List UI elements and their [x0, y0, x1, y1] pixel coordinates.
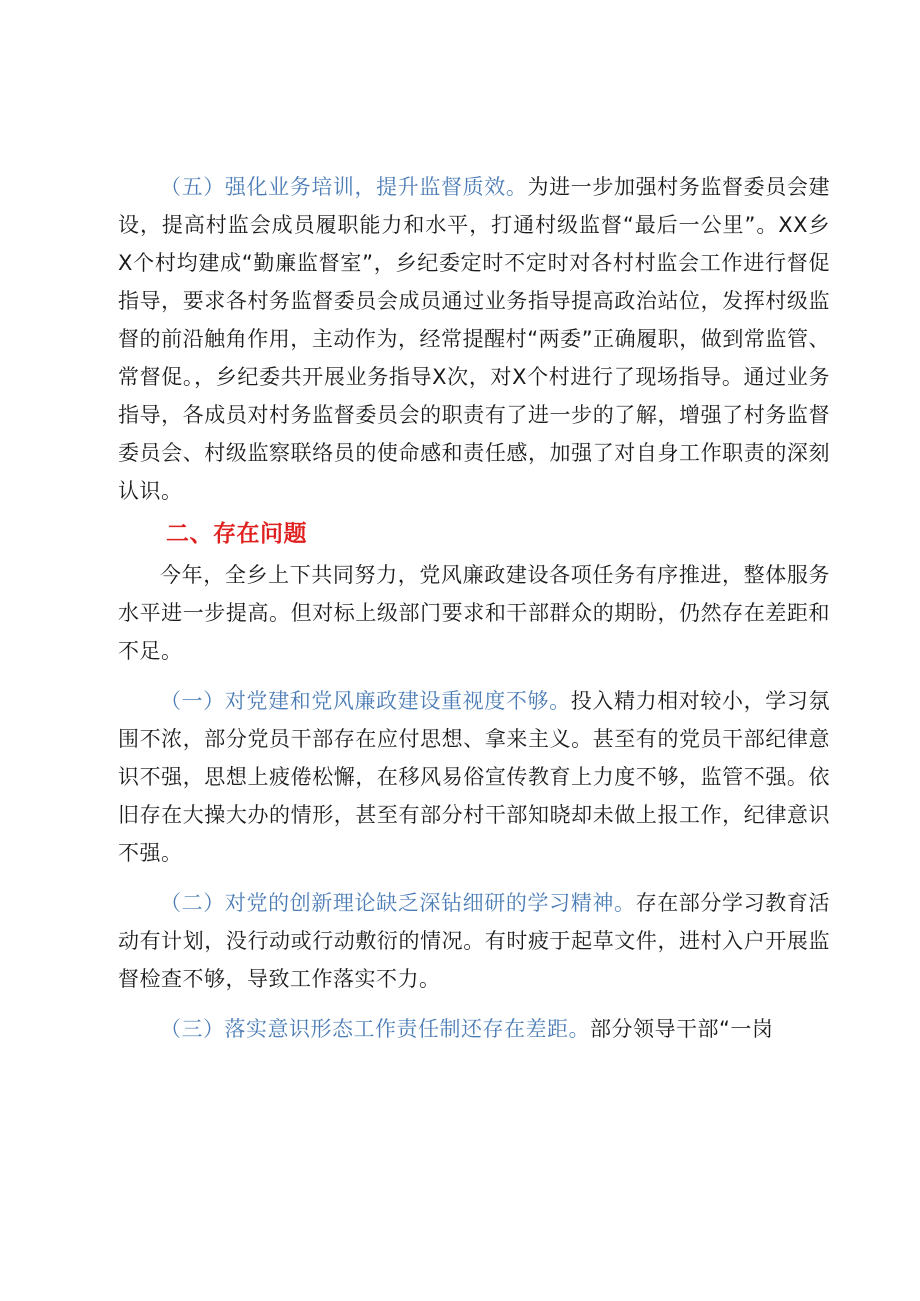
section-title-problems: 二、存在问题: [166, 521, 307, 547]
paragraph-text: 投入精力相对较小，学习氛围不浓，部分党员干部存在应付思想、拿来主义。甚至有的党员干部纪律意识不强，思想上疲倦松懈，在移风易俗宣传教育上力度不够，监管不强。依旧存在大操大办的情形，甚至有部分村干部知晓却未做上报工作，纪律意识不强。: [118, 689, 831, 865]
paragraph-issue-two: [118, 884, 830, 998]
document-body: [118, 168, 830, 1048]
paragraph-strengthen-training: [118, 168, 830, 510]
paragraph-text: 存在部分学习教育活动有计划，没行动或行动敷衍的情况。有时疲于起草文件，进村入户开展监督检查不够，导致工作落实不力。: [118, 891, 831, 991]
subheading-one: （一）对党建和党风廉政建设重视度不够。: [160, 689, 571, 713]
paragraph-issue-three: [118, 1010, 830, 1048]
paragraph-intro: 今年，全乡上下共同努力，党风廉政建设各项任务有序推进，整体服务水平进一步提高。但对标上级部门要求和干部群众的期盼，仍然存在差距和不足。: [118, 563, 830, 663]
subheading-two: （二）对党的创新理论缺乏深钻细研的学习精神。: [160, 891, 636, 915]
paragraph-issue-one: [118, 682, 830, 872]
paragraph-text: 部分领导干部“一岗: [590, 1017, 774, 1041]
paragraph-text: 为进一步加强村务监督委员会建设，提高村监会成员履职能力和水平，打通村级监督“最后一公里”。XX乡X个村均建成“勤廉监督室”，乡纪委定时不定时对各村村监会工作进行督促指导，要求各村务监督委员会成员通过业务指导提高政治站位，发挥村级监督的前沿触角作用，主动作为，经常提醒村“两委”正确履职，做到常监管、常督促。，乡纪委共开展业务指导X次，对X个村进行了现场指导。通过业务指导，各成员对村务监督委员会的职责有了进一步的了解，增强了村务监督委员会、村级监察联络员的使命感和责任感，加强了对自身工作职责的深刻认识。: [118, 175, 830, 503]
subheading-three: （三）落实意识形态工作责任制还存在差距。: [160, 1017, 590, 1041]
subheading-five: （五）强化业务培训，提升监督质效。: [160, 175, 528, 199]
